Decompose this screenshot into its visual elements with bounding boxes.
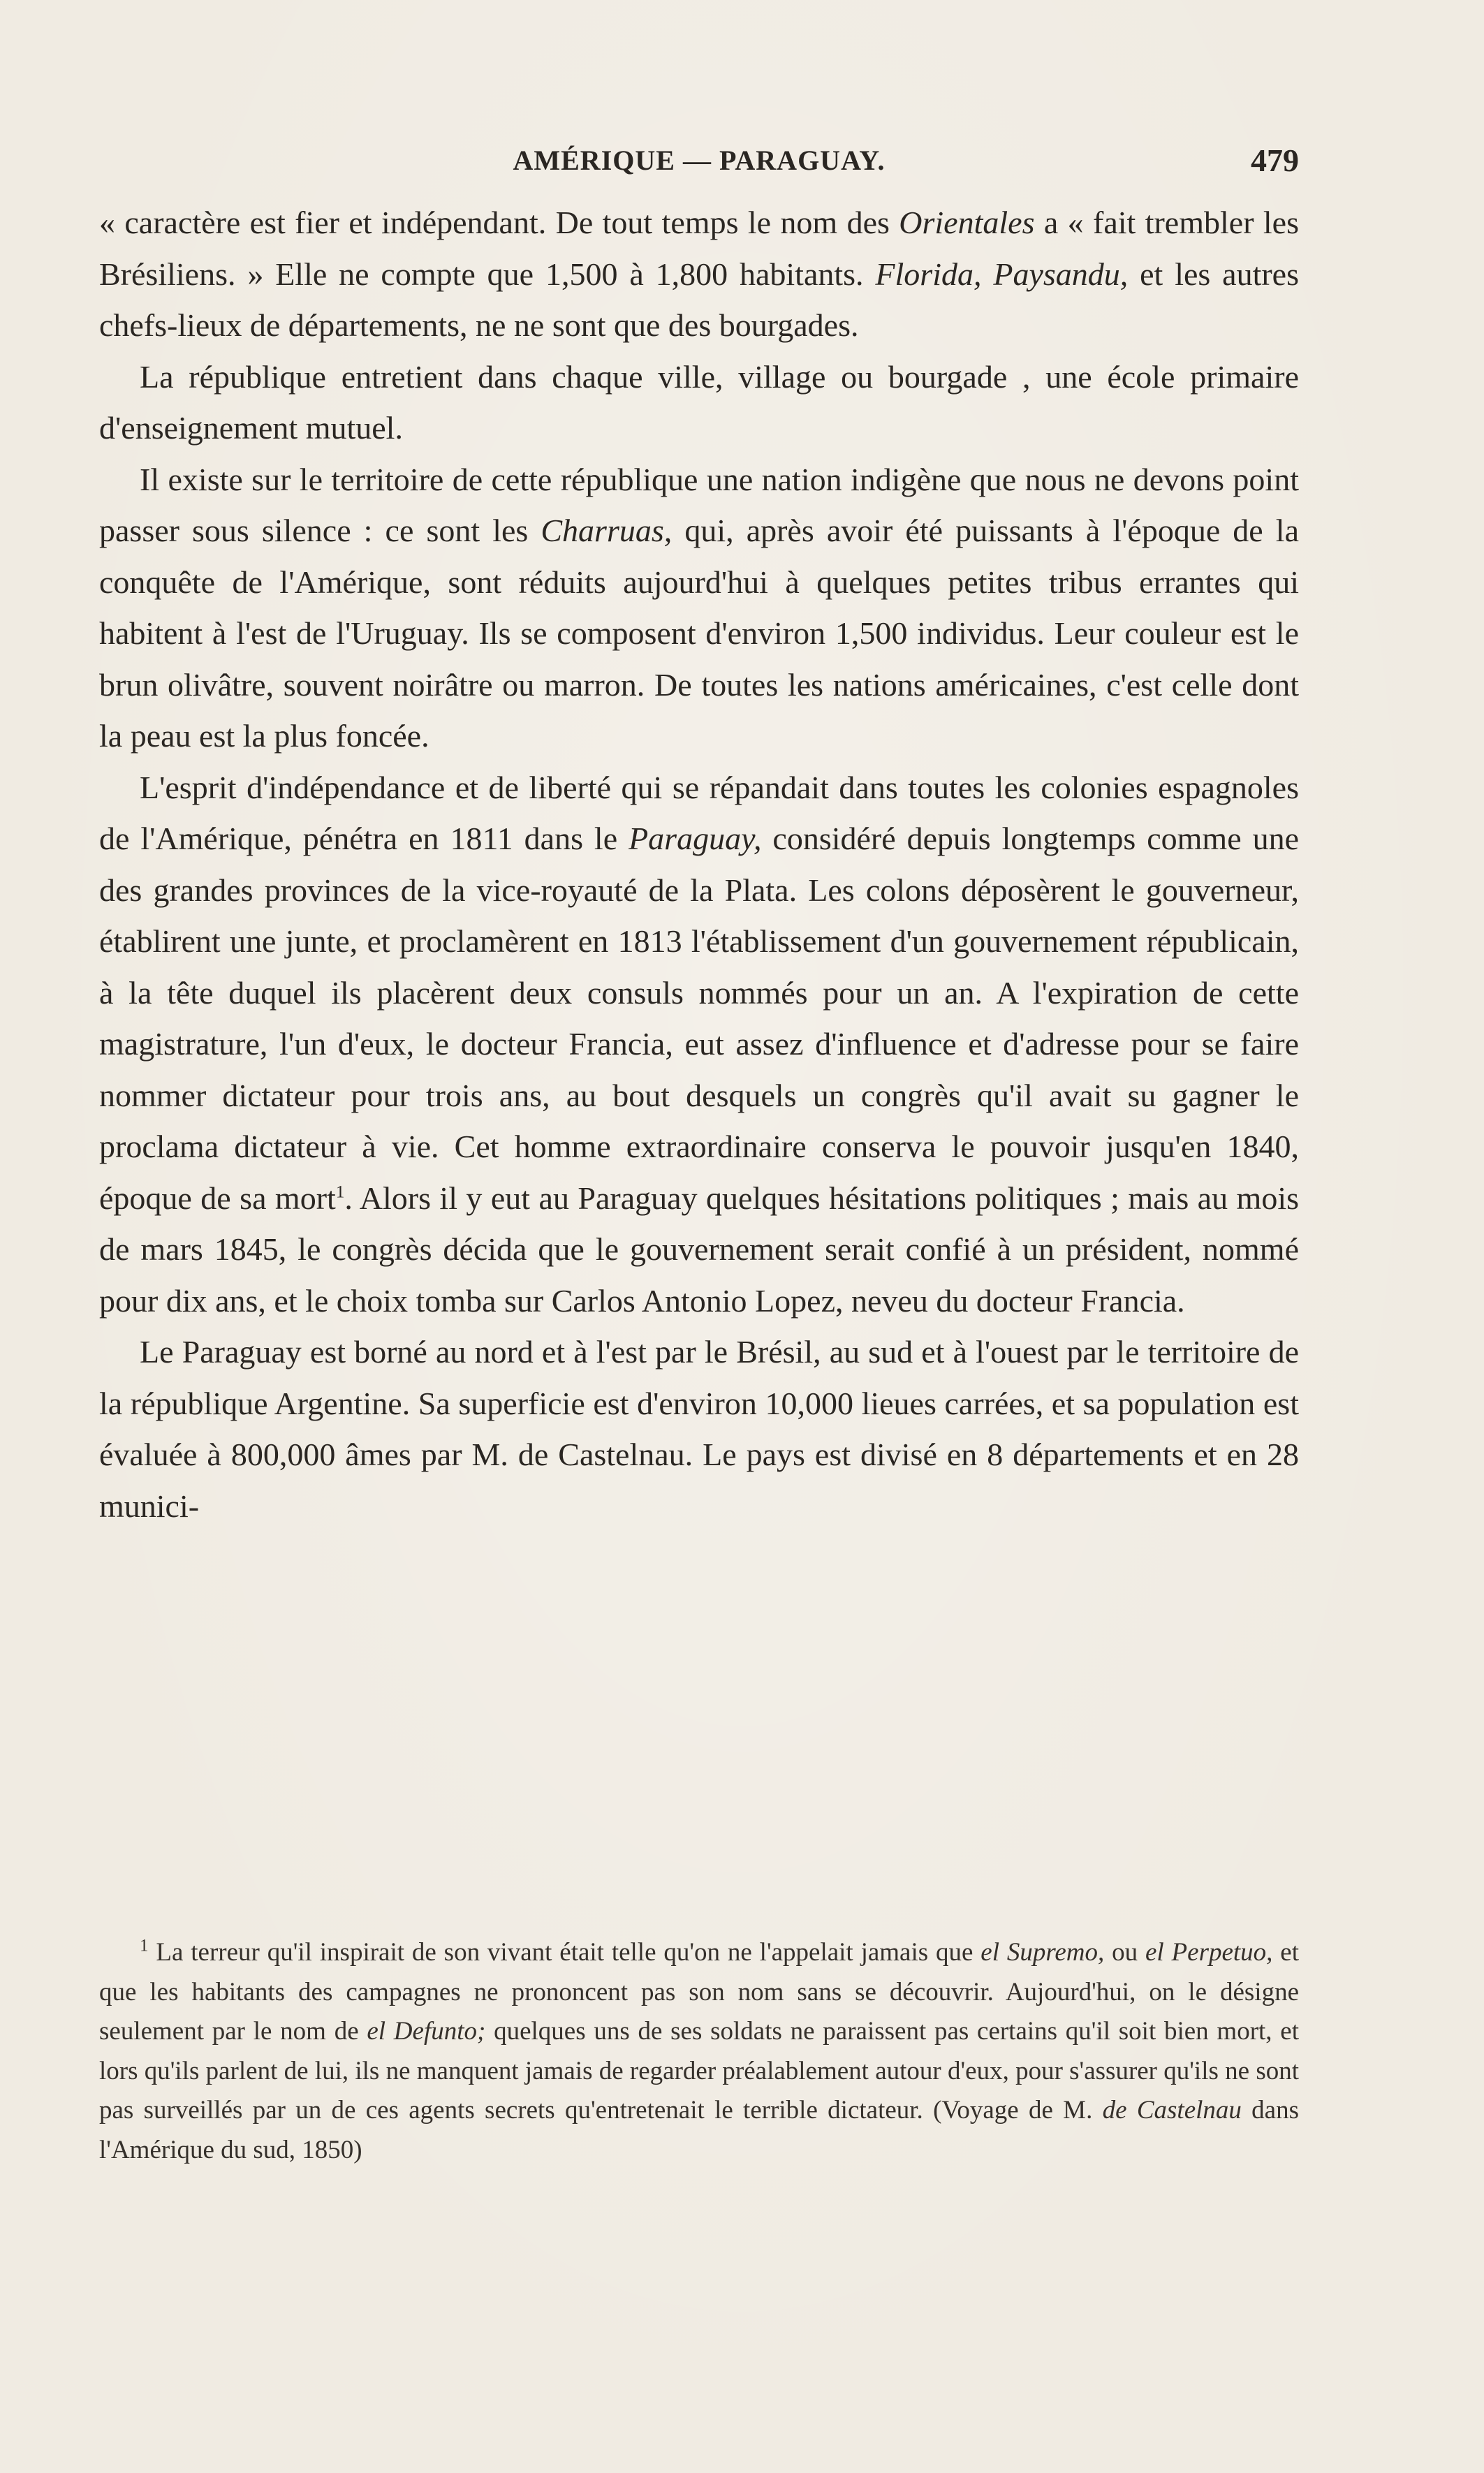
paragraph — [99, 1326, 1299, 1532]
italic-text: Paraguay, — [629, 821, 762, 856]
footnote-reference: 1 — [335, 1182, 345, 1202]
running-title: AMÉRIQUE — PARAGUAY. — [513, 145, 886, 176]
footnote-mark: 1 — [140, 1936, 149, 1955]
paragraph — [99, 454, 1299, 762]
italic-text: el Supremo, — [980, 1938, 1105, 1967]
text-run: dans l'Amérique du sud, 1850) — [99, 2096, 1299, 2164]
italic-text: el Perpetuo, — [1145, 1938, 1273, 1967]
page-number: 479 — [1251, 142, 1299, 178]
paragraph — [99, 351, 1299, 454]
paragraph — [99, 197, 1299, 351]
footnote — [99, 1933, 1299, 2170]
text-run: considéré depuis longtemps comme une des grandes provinces de la vice-royauté de la Plata. Les colons déposèrent le gouverneur, établirent une junte, et proclamèrent en 1813 l'établissement d'un gouvernement républicain, à la tête duquel ils placèrent deux consuls nommés pour un an. A l'expiration de cette magistrature, l'un d'eux, le docteur Francia, eut assez d'influence et d'adresse pour se faire nommer dictateur pour trois ans, au bout desquels un congrès qu'il avait su gagner le proclama dictateur à vie. Cet homme extraordinaire conserva le pouvoir jusqu'en 1840, époque de sa mort — [99, 821, 1299, 1216]
text-run: Il existe sur le territoire de cette république une nation indigène que nous ne devons point passer sous silence : ce sont les — [99, 461, 1299, 548]
text-run: et les autres chefs-lieux de départements, ne ne sont que des bourgades. — [99, 256, 1299, 343]
text-run: L'esprit d'indépendance et de liberté qui se répandait dans toutes les colonies espagnoles de l'Amérique, pénétra en 1811 dans le — [99, 769, 1299, 856]
paragraph — [99, 762, 1299, 1327]
italic-text: el Defunto; — [367, 2017, 486, 2046]
text-run: qui, après avoir été puissants à l'époque de la conquête de l'Amérique, sont réduits aujourd'hui à quelques petites tribus errantes qui habitent à l'est de l'Uruguay. Ils se composent d'environ 1,500 individus. Leur couleur est le brun olivâtre, souvent noirâtre ou marron. De toutes les nations américaines, c'est celle dont la peau est la plus foncée. — [99, 513, 1299, 754]
text-run: La terreur qu'il inspirait de son vivant était telle qu'on ne l'appelait jamais que — [148, 1938, 981, 1967]
text-run: . Alors il y eut au Paraguay quelques hésitations politiques ; mais au mois de mars 1845, le congrès décida que le gouvernement serait confié à un président, nommé pour dix ans, et le choix tomba sur Carlos Antonio Lopez, neveu du docteur Francia. — [99, 1180, 1300, 1319]
italic-text: Charruas, — [541, 513, 673, 548]
text-run: La république entretient dans chaque ville, village ou bourgade , une école primaire d'enseignement mutuel. — [99, 358, 1299, 446]
page-header — [99, 140, 1299, 182]
italic-text: de Castelnau — [1102, 2096, 1242, 2125]
footnotes — [99, 1933, 1299, 2170]
text-run: a « fait trembler les Brésiliens. » Elle ne compte que 1,500 à 1,800 habitants. — [99, 205, 1300, 292]
text-run: quelques uns de ses soldats ne paraissent pas certains qu'il soit bien mort, et lors qu'ils parlent de lui, ils ne manquent jamais de regarder préalablement autour d'eux, pour s'assurer qu'ils ne sont pas surveillés par un de ces agents secrets qu'entretenait le terrible dictateur. (Voyage de M. — [99, 2017, 1299, 2125]
text-run: ou — [1104, 1938, 1145, 1967]
text-run: Le Paraguay est borné au nord et à l'est par le Brésil, au sud et à l'ouest par le territoire de la république Argentine. Sa superficie est d'environ 10,000 lieues carrées, et sa population est évaluée à 800,000 âmes par M. de Castelnau. Le pays est divisé en 8 départements et en 28 munici- — [99, 1334, 1299, 1524]
text-run: « caractère est fier et indépendant. De tout temps le nom des — [99, 205, 899, 240]
body-text — [99, 197, 1299, 1532]
italic-text: Florida, Paysandu, — [875, 256, 1129, 292]
text-run: et que les habitants des campagnes ne prononcent pas son nom sans se découvrir. Aujourd'hui, on le désigne seulement par le nom de — [99, 1938, 1299, 2046]
italic-text: Orientales — [899, 205, 1035, 240]
